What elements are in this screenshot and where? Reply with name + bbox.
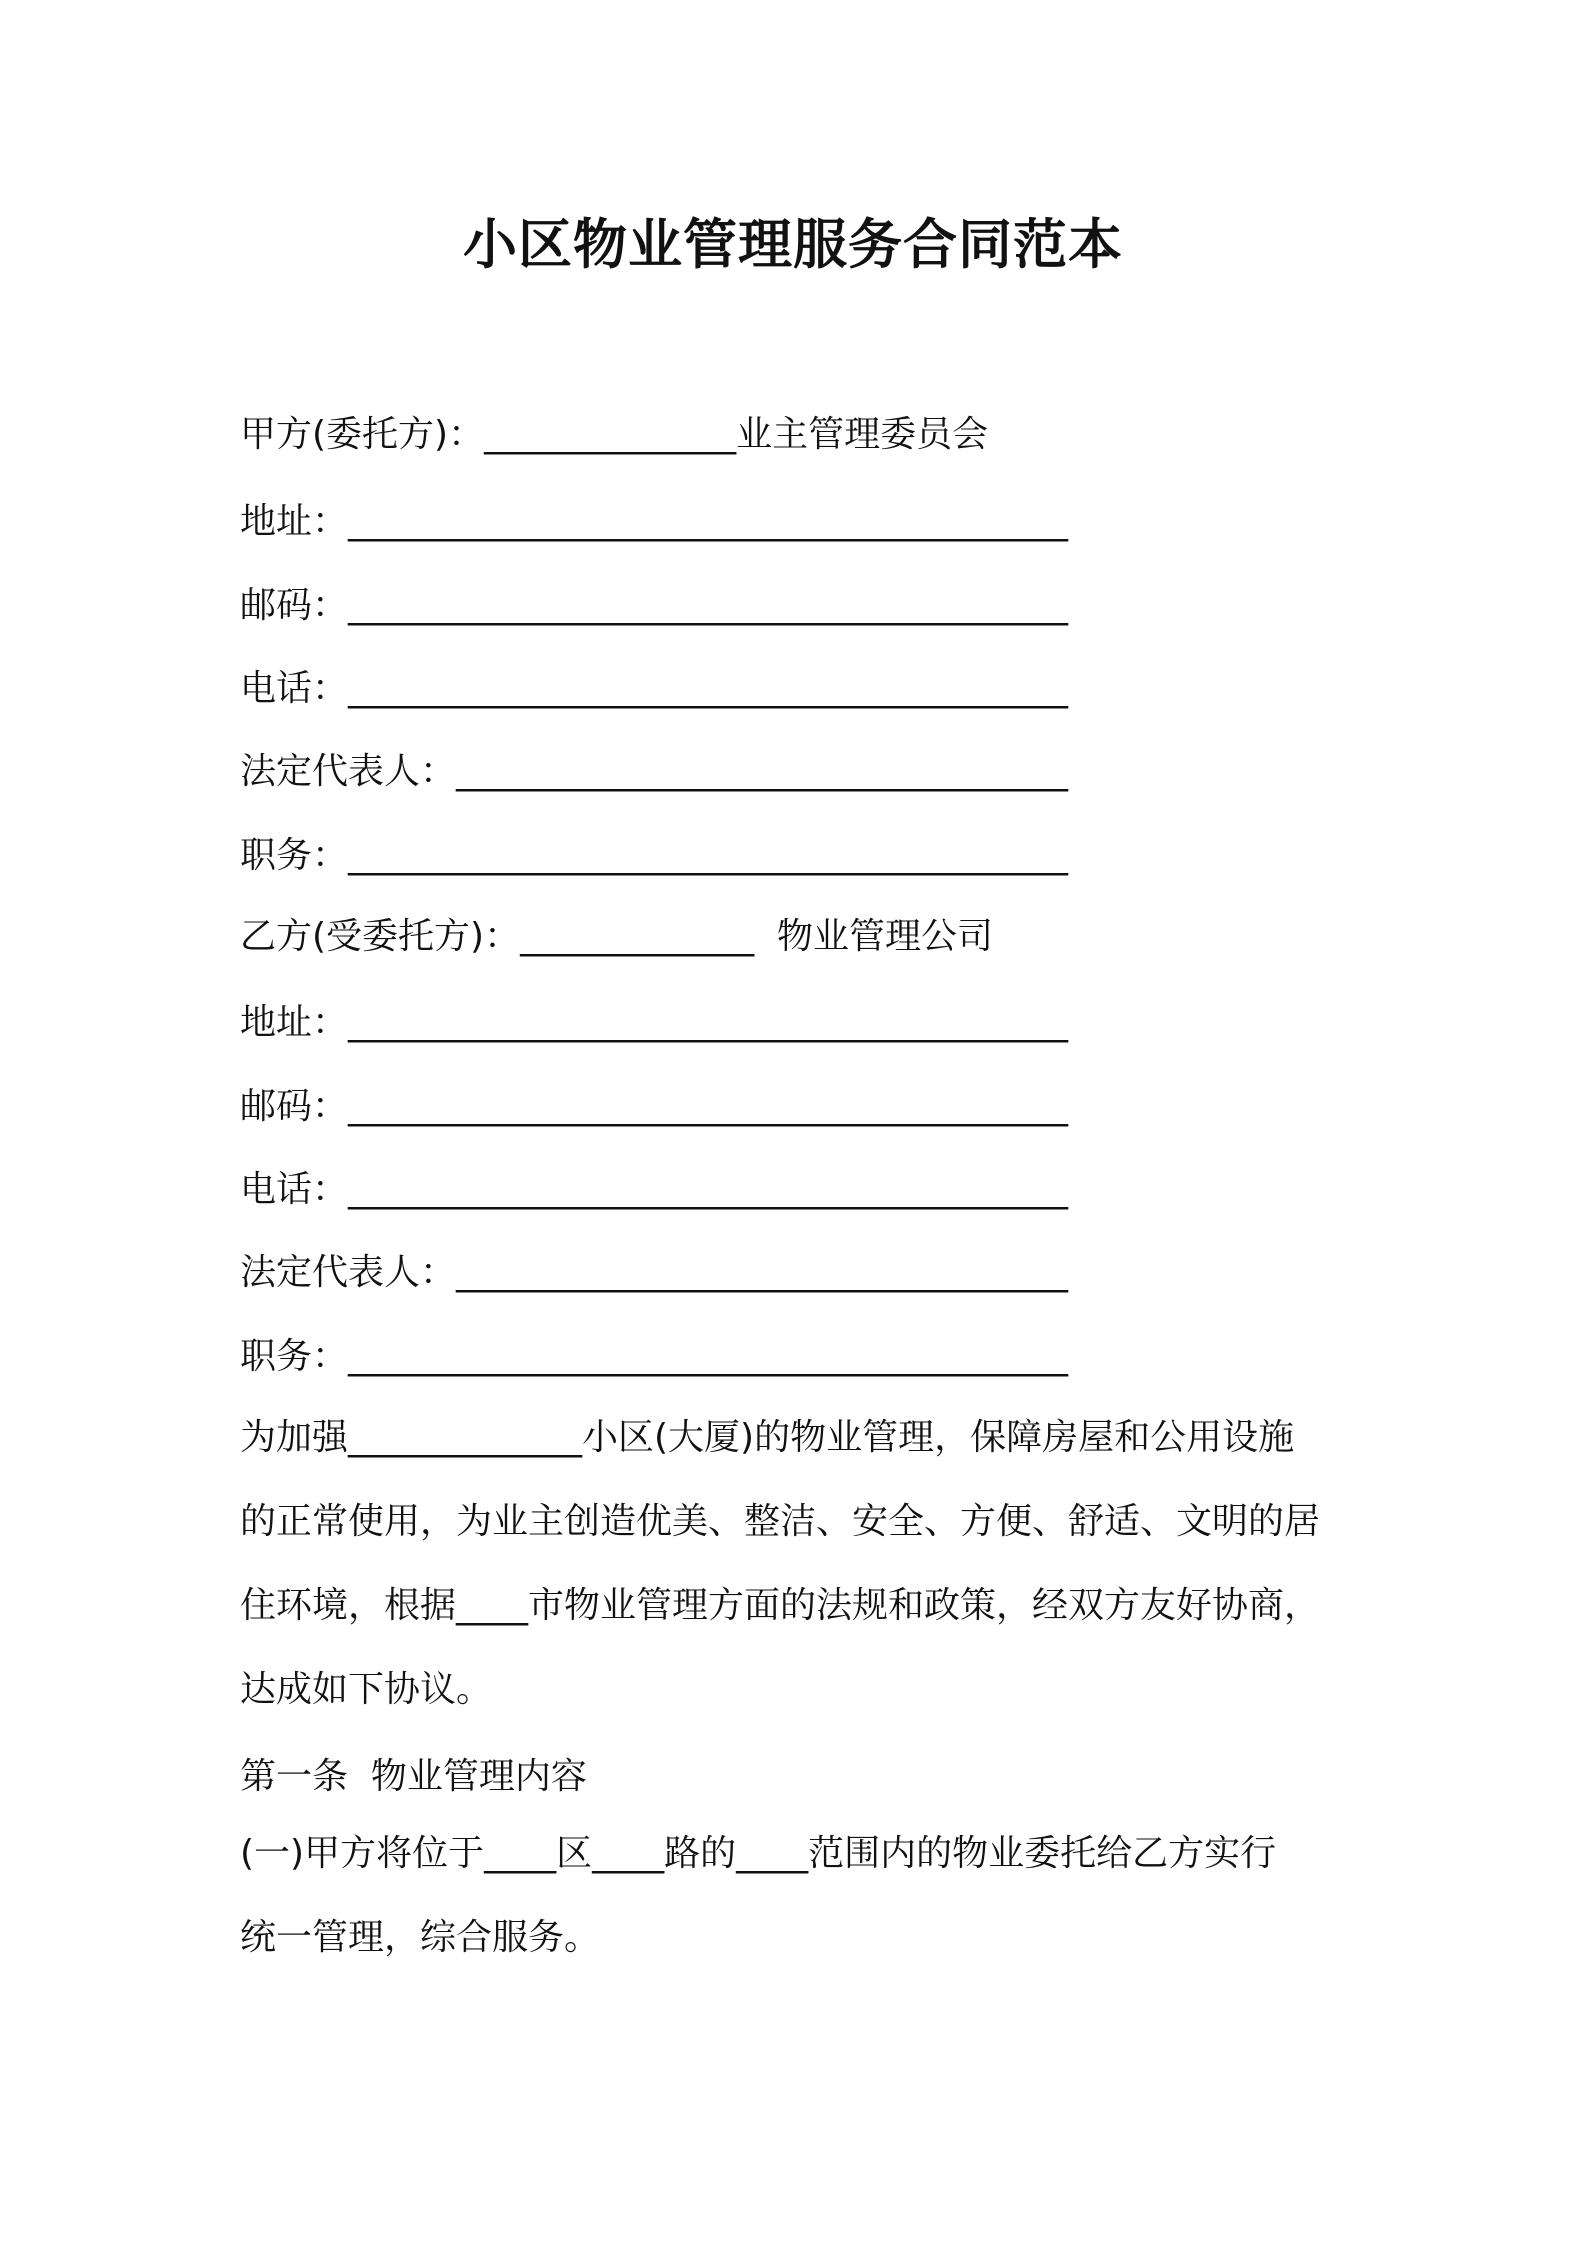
preamble-line: 住环境，根据____市物业管理方面的法规和政策，经双方友好协商， (240, 1585, 1321, 1626)
party-a-heading: 甲方(委托方)：______________业主管理委员会 (240, 414, 989, 455)
article-1-heading: 第一条 物业管理内容 (240, 1756, 587, 1797)
article-1-item-1-line: (一)甲方将位于____区____路的____范围内的物业委托给乙方实行 (240, 1833, 1277, 1874)
party-a-legal-rep: 法定代表人：__________________________________ (240, 751, 1069, 792)
party-b-legal-rep: 法定代表人：__________________________________ (240, 1252, 1069, 1293)
preamble-line: 的正常使用，为业主创造优美、整洁、安全、方便、舒适、文明的居 (240, 1501, 1321, 1542)
party-a-address: 地址：________________________________________ (240, 501, 1069, 542)
party-b-position: 职务：________________________________________ (240, 1336, 1069, 1377)
party-a-phone: 电话：________________________________________ (240, 668, 1069, 709)
preamble-line: 达成如下协议。 (240, 1669, 493, 1710)
article-1-item-1 (240, 1812, 1360, 1980)
article-1-item-1-line: 统一管理，综合服务。 (240, 1917, 601, 1958)
party-b-phone: 电话：________________________________________ (240, 1169, 1069, 1210)
party-a-position: 职务：________________________________________ (240, 835, 1069, 876)
preamble-paragraph (240, 1396, 1360, 1732)
document-title: 小区物业管理服务合同范本 (463, 213, 1123, 276)
party-b-address: 地址：________________________________________ (240, 1002, 1069, 1043)
party-b-postcode: 邮码：________________________________________ (240, 1086, 1069, 1127)
party-b-heading: 乙方(受委托方)：_____________ 物业管理公司 (240, 916, 993, 957)
party-a-postcode: 邮码：________________________________________ (240, 585, 1069, 626)
preamble-line: 为加强_____________小区(大厦)的物业管理，保障房屋和公用设施 (240, 1417, 1295, 1458)
